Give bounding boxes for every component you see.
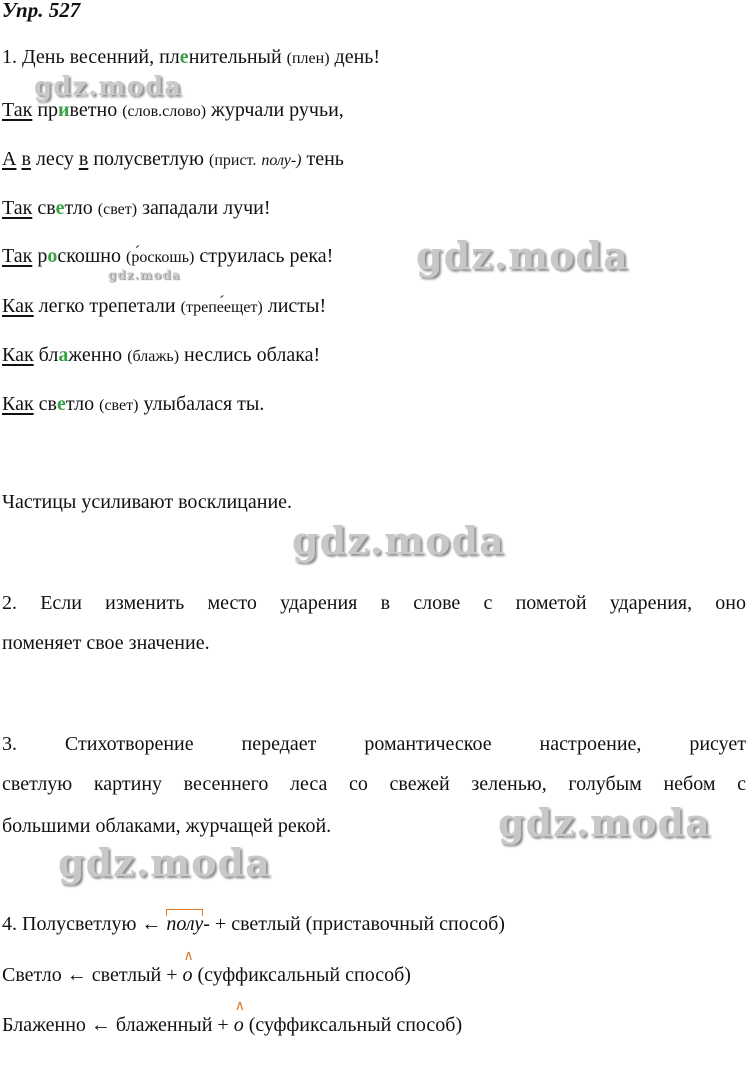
watermark-small: gdz.moda [108,268,181,282]
text: 4. Полу [2,913,67,935]
prefix-note: полу-) [261,152,302,169]
poem-line-7 [2,344,320,367]
text: Блаженн [2,1014,76,1036]
particle: Как [2,295,34,317]
particle: А [2,148,17,170]
exercise-title: Упр. 527 [2,0,81,22]
text: лесу [35,148,74,170]
text: неслись облака! [184,344,321,366]
highlight-vowel: о [47,245,58,267]
check-word: (свет) [97,201,138,218]
watermark-1: gdz.moda [416,233,629,278]
particle: Как [2,393,34,415]
text: (суффиксальный способ) [243,1014,463,1036]
text: Светл [2,964,52,986]
text: (суффиксальный способ) [192,964,411,986]
particle: Так [2,99,33,121]
answer-3-line-2: светлую картину весеннего леса со свежей зеленью, голубым небом с [2,773,746,795]
text: бл [33,344,59,366]
text: 1. День весенний, пл [2,46,180,68]
particle: Так [2,197,33,219]
text: св [33,393,57,415]
text: журчали ручьи, [211,99,344,121]
particles-conclusion: Частицы усиливают восклицание. [2,491,293,513]
poem-line-2 [2,99,344,122]
text: полусветлую [93,148,204,170]
text: женно [68,344,123,366]
highlight-vowel: е [55,197,65,219]
text: тло [64,197,93,219]
preposition: в [78,148,89,170]
text: улыбалася ты. [143,393,265,415]
check-word: (ро ́скошь) [126,249,194,266]
watermark-top: gdz.moda [34,72,183,102]
word-formation-2 [2,964,411,987]
watermark-3: gdz.moda [498,800,711,845]
suffix-marked: ∧ о [183,964,193,987]
text: тень [306,148,344,170]
prefix-marked: полу [166,913,204,935]
text: листы! [267,295,327,317]
text: день! [334,46,381,68]
text: ветно [69,99,118,121]
text: св [32,197,56,219]
poem-line-5 [2,245,333,268]
text: тло [65,393,95,415]
highlight-vowel: е [179,46,189,68]
stressed-letter: о ́ [139,249,147,267]
text: о ← светлый + [51,964,183,986]
particle: Как [2,344,34,366]
particle: Так [2,245,33,267]
answer-3-line-1: 3. Стихотворение передает романтическое настроение, рисует [2,733,746,755]
check-word: (трепее ́щет) [181,299,263,316]
poem-line-1 [2,46,380,69]
text: скошно [57,245,121,267]
check-word: (блажь) [127,348,180,365]
highlight-vowel: е [57,393,66,415]
word-formation-1 [2,913,505,936]
preposition: в [21,148,31,170]
text: пр [32,99,59,121]
answer-3-line-3: большими облаками, журчащей рекой. [2,815,332,837]
answer-2-line-2: поменяет свое значение. [2,632,210,654]
check-note: (прист. [209,152,257,169]
text: р [32,245,48,267]
text: тали [136,295,176,317]
answer-2-line-1: 2. Если изменить место ударения в слове с пометой ударения, оно [2,592,746,614]
highlight-vowel: а [58,344,69,366]
check-word: (плен) [286,50,330,67]
poem-line-3 [2,148,344,171]
text: легко трепе [33,295,137,317]
check-word: (свет) [99,397,139,414]
text: о ← блаженный + [75,1014,234,1036]
text: - + светлый (приставочный способ) [203,913,505,935]
watermark-4: gdz.moda [58,840,271,885]
poem-line-4 [2,197,271,220]
text: светлую ← [66,913,167,935]
poem-line-6 [2,295,326,318]
text: нительный [188,46,282,68]
check-word: (слов.слово) [122,103,207,120]
text: западали лучи! [142,197,271,219]
poem-line-8 [2,393,264,416]
highlight-vowel: и [58,99,70,121]
suffix-marked: ∧ о [234,1014,244,1037]
text: струилась река! [199,245,334,267]
word-formation-3 [2,1014,462,1037]
watermark-2: gdz.moda [292,518,505,563]
